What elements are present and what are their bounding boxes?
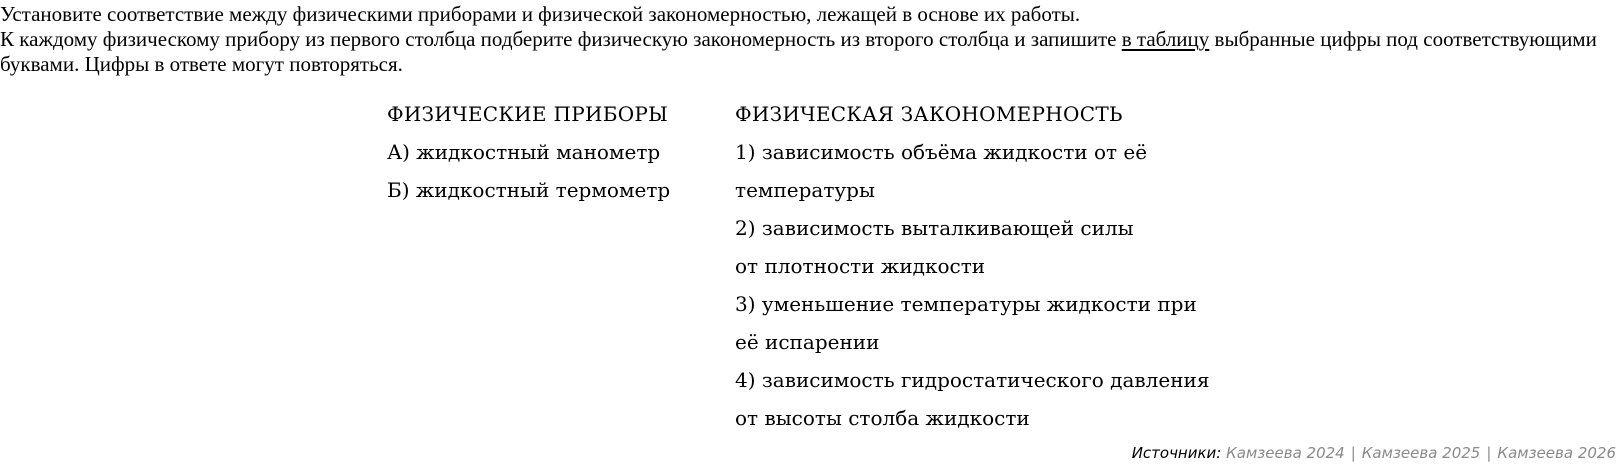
device-item-b: Б) жидкостный термометр bbox=[387, 178, 671, 202]
device-item-a: А) жидкостный манометр bbox=[387, 140, 661, 164]
instruction-text-before-link: К каждому физическому прибору из первого столбца подберите физическую закономерность из второго столбца и запишите bbox=[0, 27, 1122, 51]
law-item-3-line-1: 3) уменьшение температуры жидкости при bbox=[735, 292, 1197, 316]
instruction-text-after-link: выбранные цифры под соответствующими буквами. Цифры в ответе могут повторяться. bbox=[0, 27, 1597, 76]
law-item-2-line-2: от плотности жидкости bbox=[735, 254, 986, 278]
source-link[interactable]: Камзеева 2025 bbox=[1361, 444, 1481, 462]
law-item-4-line-2: от высоты столба жидкости bbox=[735, 406, 1030, 430]
laws-column-header: ФИЗИЧЕСКАЯ ЗАКОНОМЕРНОСТЬ bbox=[735, 102, 1123, 126]
instruction-line-1: Установите соответствие между физическими приборами и физической закономерностью, лежащей в основе их работы. bbox=[0, 2, 1081, 26]
sources-line bbox=[1132, 443, 1616, 463]
source-link[interactable]: Камзеева 2026 bbox=[1497, 444, 1616, 462]
source-separator: | bbox=[1350, 444, 1356, 462]
instruction-line-2 bbox=[0, 27, 1600, 77]
table-link[interactable]: в таблицу bbox=[1121, 27, 1210, 51]
devices-column-header: ФИЗИЧЕСКИЕ ПРИБОРЫ bbox=[387, 102, 669, 126]
law-item-1-line-2: температуры bbox=[735, 178, 875, 202]
task-instructions bbox=[0, 2, 1600, 77]
devices-column bbox=[387, 95, 735, 437]
law-item-1-line-1: 1) зависимость объёма жидкости от её bbox=[735, 140, 1148, 164]
law-item-2-line-1: 2) зависимость выталкивающей силы bbox=[735, 216, 1134, 240]
source-link[interactable]: Камзеева 2024 bbox=[1226, 444, 1345, 462]
matching-table bbox=[387, 95, 1255, 437]
law-item-3-line-2: её испарении bbox=[735, 330, 880, 354]
laws-column bbox=[735, 95, 1255, 437]
sources-label: Источники: bbox=[1131, 444, 1222, 462]
law-item-4-line-1: 4) зависимость гидростатического давления bbox=[735, 368, 1210, 392]
source-separator: | bbox=[1486, 444, 1492, 462]
